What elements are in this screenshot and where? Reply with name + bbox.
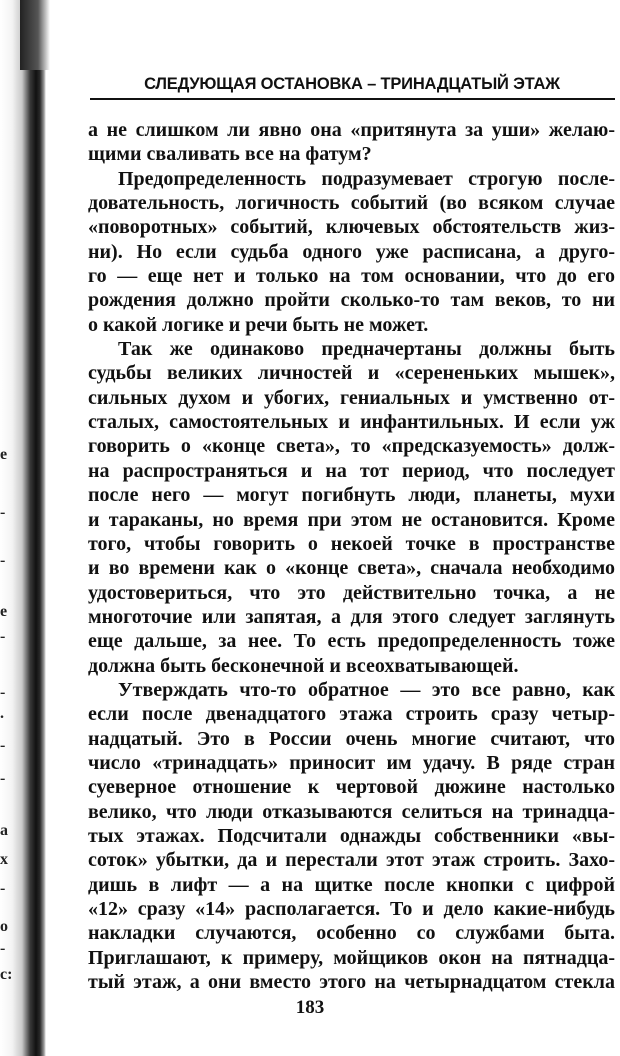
facing-page-fragments bbox=[0, 0, 14, 1056]
text-line: соток» убытки, да и перестали этот этаж строить. Захо- bbox=[88, 849, 615, 872]
running-header: СЛЕДУЮЩАЯ ОСТАНОВКА – ТРИНАДЦАТЫЙ ЭТАЖ bbox=[144, 75, 560, 93]
text-line: накладки случаются, особенно со службами быта. bbox=[88, 922, 615, 945]
text-line: должна быть бесконечной и всеохватывающей. bbox=[88, 654, 519, 677]
text-line: говорить о «конце света», то «предсказуемость» долж- bbox=[88, 435, 615, 458]
text-line: Утверждать что-то обратное — это все равно, как bbox=[118, 678, 615, 701]
text-line: и во времени как о «конце света», сначала необходимо bbox=[88, 557, 615, 580]
margin-fragment: - bbox=[0, 628, 6, 645]
margin-fragment: - bbox=[0, 552, 6, 569]
margin-fragment: е bbox=[0, 446, 8, 463]
text-line: ни). Но если судьба одного уже расписана, а друго- bbox=[88, 240, 615, 263]
text-line: велико, что люди отказываются селиться на тринадца- bbox=[88, 800, 615, 823]
text-line: судьбы великих личностей и «серененьких мышек», bbox=[88, 362, 615, 385]
text-line: Так же одинаково предначертаны должны быть bbox=[118, 338, 615, 361]
text-line: еще дальше, за нее. То есть предопределенность тоже bbox=[88, 630, 615, 653]
margin-fragment: - bbox=[0, 684, 6, 701]
text-line: «12» сразу «14» располагается. То и дело какие-нибудь bbox=[88, 898, 615, 920]
text-line: число «тринадцать» приносит им удачу. В ряде стран bbox=[88, 751, 615, 774]
text-line: после него — могут погибнуть люди, планеты, мухи bbox=[88, 484, 615, 507]
text-line: дишь в лифт — а на щитке после кнопки с цифрой bbox=[88, 873, 615, 896]
margin-fragment: а bbox=[0, 822, 8, 839]
text-line: удостовериться, что это действительно точка, а не bbox=[88, 581, 615, 604]
text-line: рождения должно пройти сколько-то там веков, то ни bbox=[88, 289, 615, 312]
page-number: 183 bbox=[295, 997, 325, 1018]
text-line: «поворотных» событий, ключевых обстоятельств жиз- bbox=[88, 216, 615, 239]
text-line: щими сваливать все на фатум? bbox=[88, 143, 372, 166]
margin-fragment: - bbox=[0, 504, 6, 521]
text-line: надцатый. Это в России очень многие считают, что bbox=[88, 727, 615, 750]
text-line: сталых, самостоятельных и инфантильных. И если уж bbox=[88, 411, 615, 434]
text-line: если после двенадцатого этажа строить сразу четыр- bbox=[88, 703, 615, 726]
text-line: го — еще нет и только на том основании, что до его bbox=[88, 265, 615, 288]
text-line: а не слишком ли явно она «притянута за уши» желаю- bbox=[88, 119, 615, 141]
text-line: тый этаж, а они вместо этого на четырнадцатом стекла bbox=[88, 971, 615, 994]
margin-fragment: - bbox=[0, 880, 6, 897]
text-line: Предопределенность подразумевает строгую после- bbox=[118, 167, 615, 190]
margin-fragment: х bbox=[0, 851, 8, 868]
margin-fragment: . bbox=[0, 705, 4, 722]
text-line: многоточие или запятая, а для этого следует заглянуть bbox=[88, 605, 615, 628]
text-line: о какой логике и речи быть не может. bbox=[88, 313, 429, 336]
margin-fragment: - bbox=[0, 737, 6, 754]
text-line: того, чтобы говорить о некоей точке в пространстве bbox=[88, 532, 615, 555]
header-rule bbox=[90, 98, 615, 100]
spine-shadow bbox=[20, 0, 50, 70]
text-line: Приглашают, к примеру, мойщиков окон на пятнадца- bbox=[88, 946, 615, 969]
text-line: довательность, логичность событий (во всяком случае bbox=[88, 192, 615, 215]
margin-fragment: о bbox=[0, 918, 8, 935]
margin-fragment: - bbox=[0, 770, 6, 787]
text-line: на распространяться и на тот период, что последует bbox=[88, 459, 615, 482]
body-text bbox=[88, 118, 615, 994]
text-line: и тараканы, но время при этом не остановится. Кроме bbox=[88, 508, 615, 531]
margin-fragment: с: bbox=[0, 966, 13, 983]
text-line: тых этажах. Подсчитали однажды собственники «вы- bbox=[88, 824, 615, 847]
text-line: суеверное отношение к чертовой дюжине настолько bbox=[88, 776, 615, 799]
margin-fragment: е bbox=[0, 603, 8, 620]
margin-fragment: - bbox=[0, 940, 6, 957]
text-line: сильных духом и убогих, гениальных и умственно от- bbox=[88, 386, 615, 409]
